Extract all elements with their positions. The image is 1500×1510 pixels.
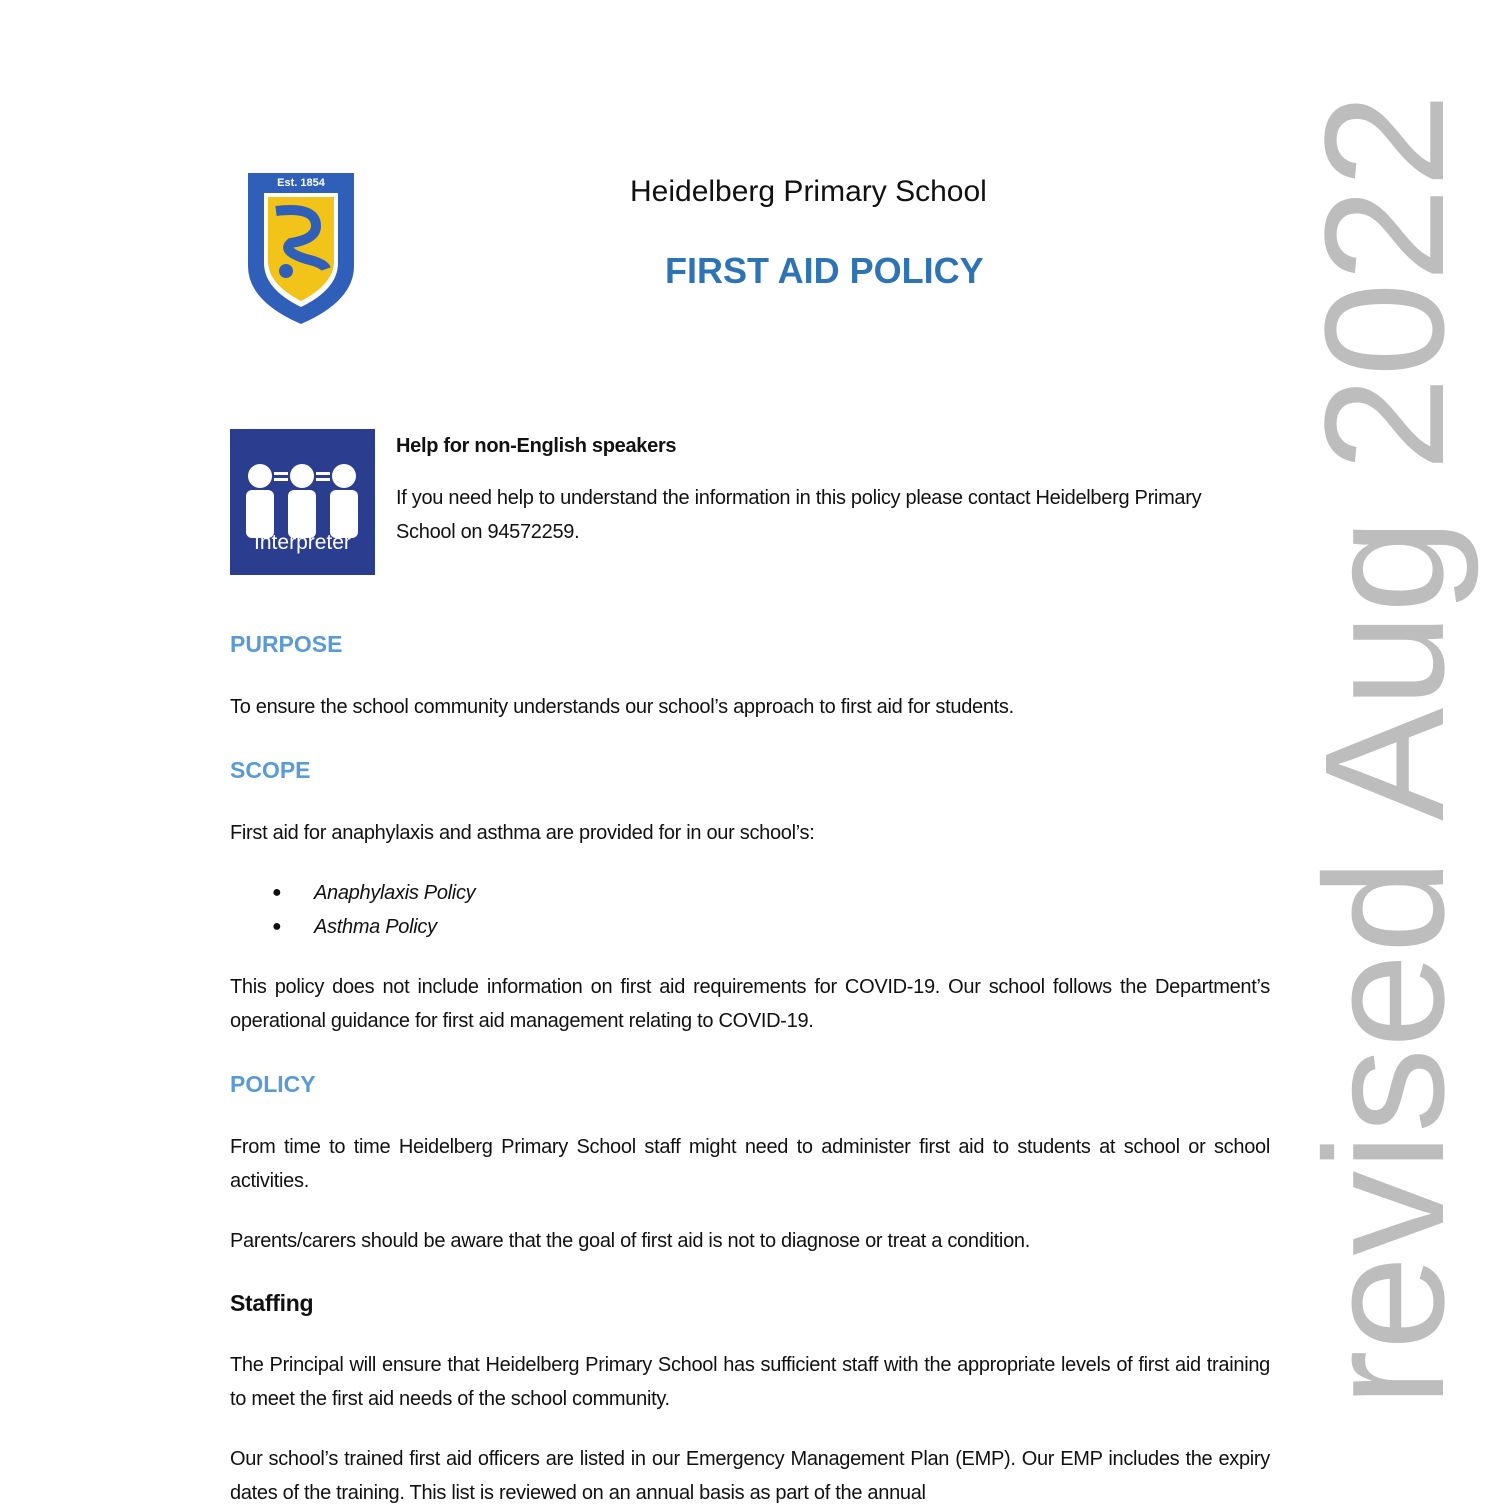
school-name: Heidelberg Primary School [630, 175, 987, 208]
scope-policy-list [230, 876, 1270, 944]
scope-intro: First aid for anaphylaxis and asthma are provided for in our school’s: [230, 822, 815, 844]
policy-body [230, 628, 1270, 1510]
purpose-text: To ensure the school community understands our school’s approach to first aid for students. [230, 696, 1014, 718]
interpreter-text: If you need help to understand the information in this policy please contact Heidelberg Primary School on 94572259. [396, 487, 1202, 543]
staffing-paragraph: The Principal will ensure that Heidelberg Primary School has sufficient staff with the appropriate levels of first aid training to meet the first aid needs of the school community. [230, 1354, 1270, 1410]
interpreter-block [396, 429, 1226, 549]
staffing-heading: Staffing [230, 1290, 314, 1316]
list-item: ● Anaphylaxis Policy [230, 876, 1270, 910]
svg-text:Est. 1854: Est. 1854 [277, 177, 325, 189]
school-crest-logo [246, 171, 356, 326]
staffing-paragraph: Our school’s trained first aid officers are listed in our Emergency Management Plan (EMP). Our EMP includes the expiry dates of the training. This list is reviewed on an annual basis as part of the annual [230, 1448, 1270, 1504]
scope-heading: SCOPE [230, 757, 311, 783]
policy-heading: POLICY [230, 1071, 316, 1097]
interpreter-heading: Help for non-English speakers [396, 435, 677, 457]
purpose-heading: PURPOSE [230, 631, 343, 657]
revised-watermark: revised Aug 2022 [1290, 93, 1480, 1407]
policy-paragraph: From time to time Heidelberg Primary School staff might need to administer first aid to students at school or school activities. [230, 1136, 1270, 1192]
scope-covid-text: This policy does not include information on first aid requirements for COVID-19. Our school follows the Department’s operational guidance for first aid management relating to COVID-19. [230, 976, 1270, 1032]
page-title: FIRST AID POLICY [665, 250, 984, 291]
policy-paragraph: Parents/carers should be aware that the goal of first aid is not to diagnose or treat a condition. [230, 1230, 1030, 1252]
interpreter-label: Interpreter [254, 531, 351, 554]
interpreter-icon [230, 429, 375, 575]
list-item: ● Asthma Policy [230, 910, 1270, 944]
